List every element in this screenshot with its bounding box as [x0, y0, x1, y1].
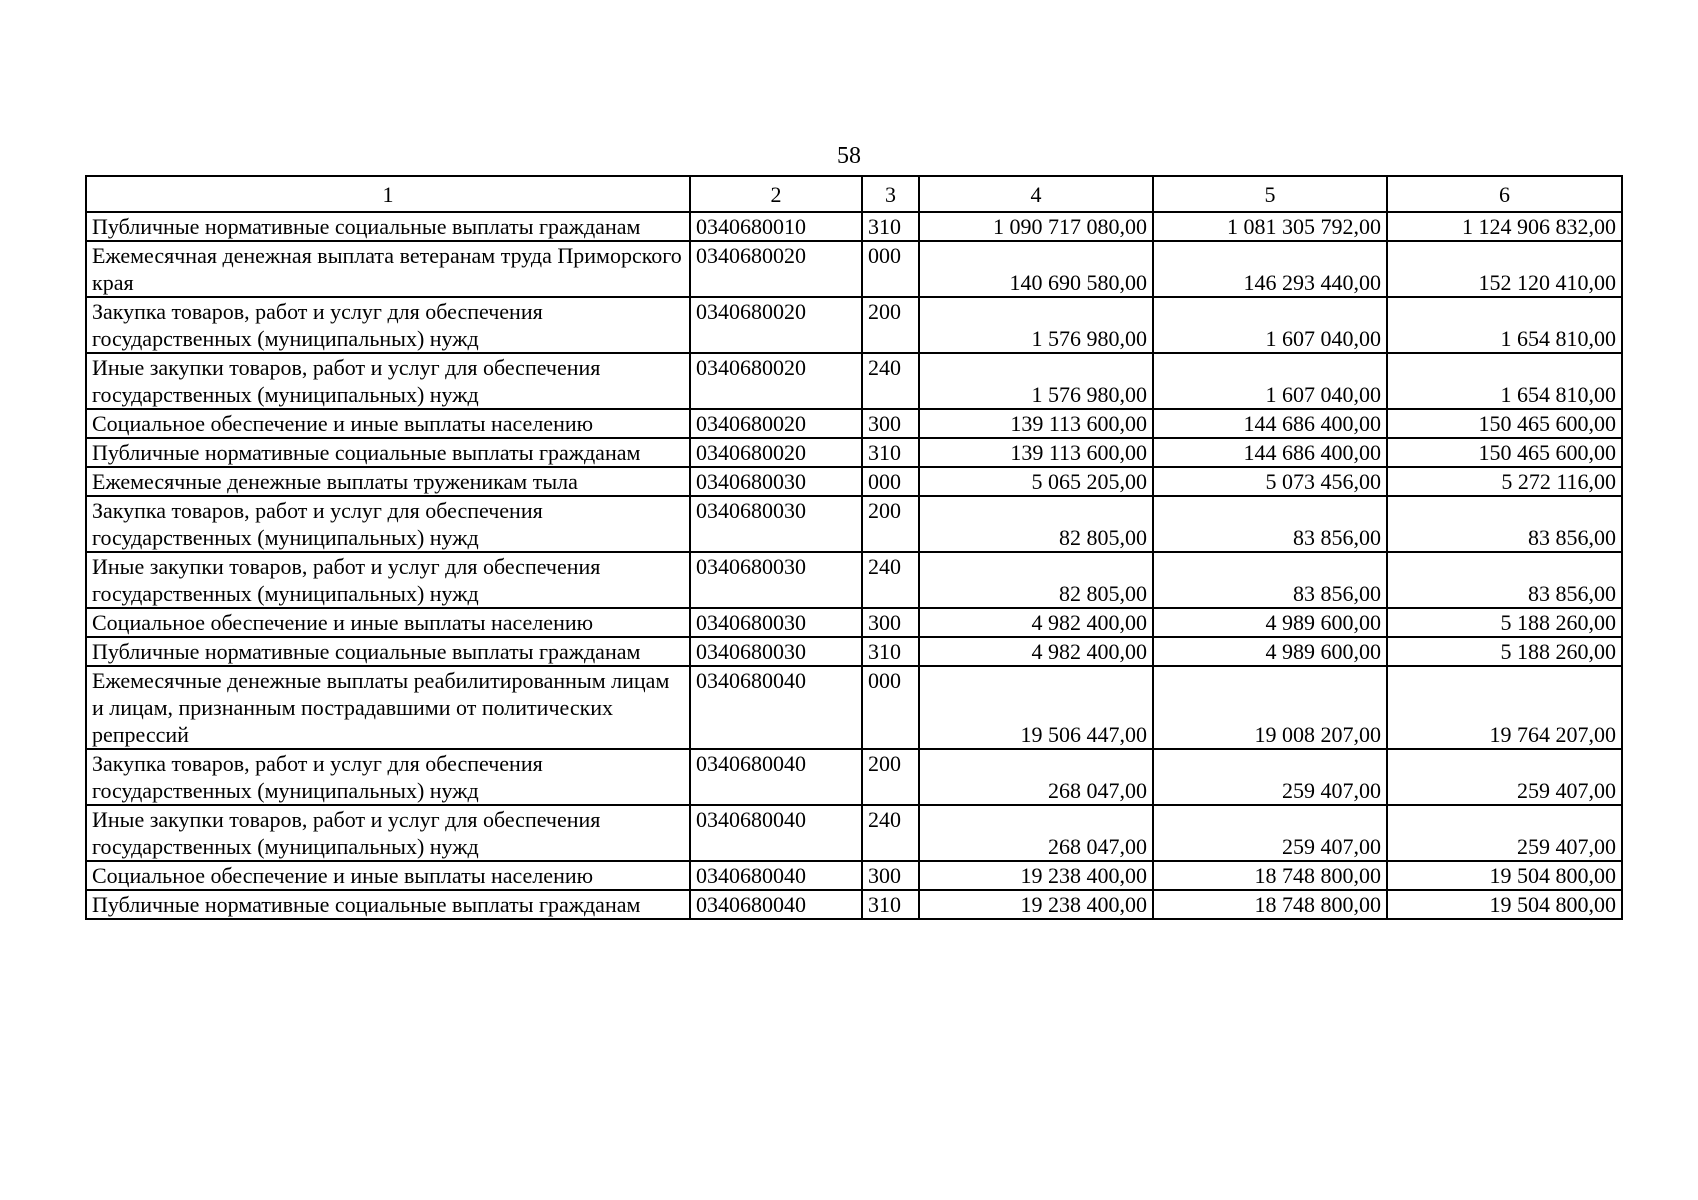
column-header-3: 3	[862, 176, 919, 212]
column-header-4: 4	[919, 176, 1153, 212]
cell-name: Социальное обеспечение и иные выплаты населению	[86, 608, 690, 637]
column-header-1: 1	[86, 176, 690, 212]
table-row	[86, 552, 1622, 608]
cell-target-code: 0340680030	[690, 552, 862, 608]
cell-expense-type: 000	[862, 467, 919, 496]
cell-name: Ежемесячные денежные выплаты труженикам тыла	[86, 467, 690, 496]
column-header-6: 6	[1387, 176, 1622, 212]
table-row	[86, 666, 1622, 749]
cell-amount-col5: 144 686 400,00	[1153, 409, 1387, 438]
cell-target-code: 0340680020	[690, 409, 862, 438]
table-row	[86, 805, 1622, 861]
cell-expense-type: 300	[862, 861, 919, 890]
cell-amount-col6: 5 188 260,00	[1387, 608, 1622, 637]
cell-target-code: 0340680040	[690, 890, 862, 919]
cell-amount-col4: 1 576 980,00	[919, 353, 1153, 409]
cell-amount-col6: 5 188 260,00	[1387, 637, 1622, 666]
cell-target-code: 0340680030	[690, 637, 862, 666]
cell-name: Ежемесячная денежная выплата ветеранам труда Приморского края	[86, 241, 690, 297]
cell-name: Публичные нормативные социальные выплаты гражданам	[86, 438, 690, 467]
cell-amount-col5: 18 748 800,00	[1153, 861, 1387, 890]
cell-name: Ежемесячные денежные выплаты реабилитированным лицам и лицам, признанным пострадавшими от политических репрессий	[86, 666, 690, 749]
cell-amount-col6: 83 856,00	[1387, 496, 1622, 552]
cell-amount-col6: 19 504 800,00	[1387, 861, 1622, 890]
cell-amount-col5: 1 081 305 792,00	[1153, 212, 1387, 241]
cell-target-code: 0340680040	[690, 861, 862, 890]
table-row	[86, 608, 1622, 637]
cell-target-code: 0340680020	[690, 297, 862, 353]
cell-amount-col4: 19 238 400,00	[919, 861, 1153, 890]
table-row	[86, 438, 1622, 467]
column-header-5: 5	[1153, 176, 1387, 212]
cell-target-code: 0340680030	[690, 496, 862, 552]
cell-amount-col5: 259 407,00	[1153, 805, 1387, 861]
cell-target-code: 0340680040	[690, 749, 862, 805]
cell-amount-col5: 144 686 400,00	[1153, 438, 1387, 467]
cell-amount-col4: 4 982 400,00	[919, 637, 1153, 666]
cell-expense-type: 240	[862, 353, 919, 409]
cell-name: Иные закупки товаров, работ и услуг для обеспечения государственных (муниципальных) нужд	[86, 805, 690, 861]
table-row	[86, 241, 1622, 297]
cell-name: Социальное обеспечение и иные выплаты населению	[86, 409, 690, 438]
cell-amount-col5: 19 008 207,00	[1153, 666, 1387, 749]
table-body	[86, 212, 1622, 919]
cell-name: Публичные нормативные социальные выплаты гражданам	[86, 890, 690, 919]
table-row	[86, 637, 1622, 666]
cell-amount-col4: 268 047,00	[919, 805, 1153, 861]
cell-expense-type: 240	[862, 805, 919, 861]
cell-expense-type: 200	[862, 297, 919, 353]
cell-amount-col4: 1 576 980,00	[919, 297, 1153, 353]
cell-amount-col4: 19 506 447,00	[919, 666, 1153, 749]
cell-target-code: 0340680020	[690, 353, 862, 409]
cell-name: Публичные нормативные социальные выплаты гражданам	[86, 637, 690, 666]
cell-target-code: 0340680030	[690, 608, 862, 637]
cell-name: Социальное обеспечение и иные выплаты населению	[86, 861, 690, 890]
column-header-2: 2	[690, 176, 862, 212]
cell-amount-col4: 4 982 400,00	[919, 608, 1153, 637]
cell-amount-col6: 1 124 906 832,00	[1387, 212, 1622, 241]
cell-amount-col4: 5 065 205,00	[919, 467, 1153, 496]
cell-name: Закупка товаров, работ и услуг для обеспечения государственных (муниципальных) нужд	[86, 297, 690, 353]
cell-amount-col5: 83 856,00	[1153, 496, 1387, 552]
cell-amount-col4: 19 238 400,00	[919, 890, 1153, 919]
cell-target-code: 0340680010	[690, 212, 862, 241]
cell-target-code: 0340680020	[690, 438, 862, 467]
cell-amount-col5: 4 989 600,00	[1153, 637, 1387, 666]
budget-table	[85, 175, 1623, 920]
cell-expense-type: 310	[862, 637, 919, 666]
cell-name: Иные закупки товаров, работ и услуг для обеспечения государственных (муниципальных) нужд	[86, 353, 690, 409]
cell-amount-col6: 19 764 207,00	[1387, 666, 1622, 749]
header-row	[86, 176, 1622, 212]
table-row	[86, 496, 1622, 552]
cell-expense-type: 310	[862, 890, 919, 919]
cell-amount-col6: 1 654 810,00	[1387, 353, 1622, 409]
cell-amount-col6: 259 407,00	[1387, 805, 1622, 861]
cell-expense-type: 000	[862, 241, 919, 297]
table-row	[86, 467, 1622, 496]
cell-expense-type: 310	[862, 212, 919, 241]
table-row	[86, 749, 1622, 805]
cell-amount-col4: 140 690 580,00	[919, 241, 1153, 297]
cell-expense-type: 310	[862, 438, 919, 467]
table-row	[86, 890, 1622, 919]
cell-amount-col5: 1 607 040,00	[1153, 353, 1387, 409]
cell-amount-col4: 139 113 600,00	[919, 438, 1153, 467]
cell-amount-col5: 18 748 800,00	[1153, 890, 1387, 919]
cell-amount-col6: 83 856,00	[1387, 552, 1622, 608]
cell-name: Закупка товаров, работ и услуг для обеспечения государственных (муниципальных) нужд	[86, 496, 690, 552]
cell-name: Публичные нормативные социальные выплаты гражданам	[86, 212, 690, 241]
cell-target-code: 0340680040	[690, 805, 862, 861]
cell-amount-col4: 268 047,00	[919, 749, 1153, 805]
cell-amount-col6: 1 654 810,00	[1387, 297, 1622, 353]
cell-name: Иные закупки товаров, работ и услуг для обеспечения государственных (муниципальных) нужд	[86, 552, 690, 608]
cell-amount-col6: 19 504 800,00	[1387, 890, 1622, 919]
cell-target-code: 0340680020	[690, 241, 862, 297]
table-row	[86, 409, 1622, 438]
table-row	[86, 297, 1622, 353]
cell-amount-col5: 83 856,00	[1153, 552, 1387, 608]
cell-amount-col4: 82 805,00	[919, 496, 1153, 552]
table-row	[86, 212, 1622, 241]
cell-amount-col5: 1 607 040,00	[1153, 297, 1387, 353]
cell-amount-col4: 1 090 717 080,00	[919, 212, 1153, 241]
table-row	[86, 353, 1622, 409]
page-number: 58	[837, 143, 861, 169]
cell-amount-col4: 82 805,00	[919, 552, 1153, 608]
cell-amount-col4: 139 113 600,00	[919, 409, 1153, 438]
cell-amount-col5: 4 989 600,00	[1153, 608, 1387, 637]
cell-amount-col5: 146 293 440,00	[1153, 241, 1387, 297]
cell-expense-type: 000	[862, 666, 919, 749]
cell-amount-col6: 150 465 600,00	[1387, 409, 1622, 438]
cell-expense-type: 300	[862, 409, 919, 438]
cell-expense-type: 200	[862, 749, 919, 805]
cell-expense-type: 200	[862, 496, 919, 552]
cell-amount-col6: 259 407,00	[1387, 749, 1622, 805]
cell-expense-type: 300	[862, 608, 919, 637]
cell-target-code: 0340680030	[690, 467, 862, 496]
cell-amount-col5: 5 073 456,00	[1153, 467, 1387, 496]
cell-amount-col6: 152 120 410,00	[1387, 241, 1622, 297]
cell-amount-col6: 150 465 600,00	[1387, 438, 1622, 467]
cell-amount-col6: 5 272 116,00	[1387, 467, 1622, 496]
cell-name: Закупка товаров, работ и услуг для обеспечения государственных (муниципальных) нужд	[86, 749, 690, 805]
cell-amount-col5: 259 407,00	[1153, 749, 1387, 805]
table-row	[86, 861, 1622, 890]
cell-target-code: 0340680040	[690, 666, 862, 749]
cell-expense-type: 240	[862, 552, 919, 608]
